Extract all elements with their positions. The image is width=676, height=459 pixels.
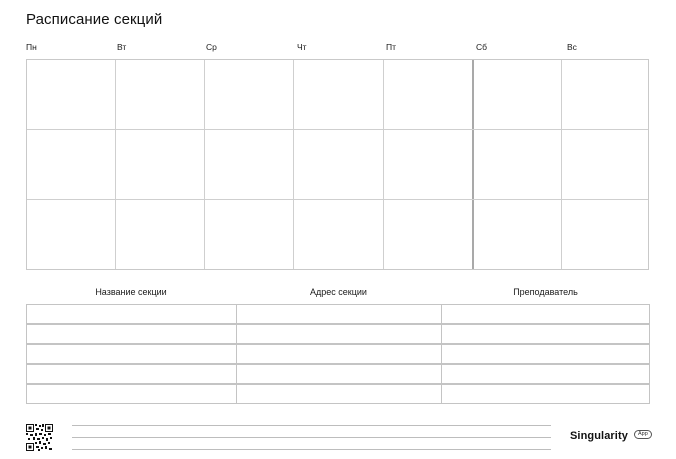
app-badge: App — [634, 430, 652, 439]
day-label-fri: Пт — [386, 42, 397, 52]
page-title: Расписание секций — [26, 11, 163, 28]
day-label-sun: Вс — [567, 42, 577, 52]
grid-divider — [383, 60, 384, 269]
day-label-wed: Ср — [206, 42, 217, 52]
notes-line — [72, 437, 551, 438]
day-label-thu: Чт — [297, 42, 307, 52]
grid-divider — [115, 60, 116, 269]
day-label-mon: Пн — [26, 42, 37, 52]
column-header-section-name: Название секции — [95, 287, 167, 297]
sections-table — [26, 304, 650, 404]
grid-divider — [561, 60, 562, 269]
grid-row-divider — [27, 129, 648, 130]
table-row-divider — [27, 383, 649, 385]
weekend-divider — [472, 60, 474, 269]
qr-code-icon — [26, 424, 53, 451]
grid-row-divider — [27, 199, 648, 200]
column-header-section-address: Адрес секции — [310, 287, 367, 297]
week-schedule-grid — [26, 59, 649, 270]
table-row-divider — [27, 363, 649, 365]
table-row-divider — [27, 323, 649, 325]
table-column-divider — [236, 305, 237, 403]
notes-line — [72, 449, 551, 450]
grid-divider — [204, 60, 205, 269]
table-row-divider — [27, 343, 649, 345]
notes-line — [72, 425, 551, 426]
brand-logo: Singularity — [570, 430, 628, 442]
column-header-teacher: Преподаватель — [513, 287, 578, 297]
day-label-sat: Сб — [476, 42, 488, 52]
grid-divider — [293, 60, 294, 269]
day-label-tue: Вт — [117, 42, 127, 52]
table-column-divider — [441, 305, 442, 403]
